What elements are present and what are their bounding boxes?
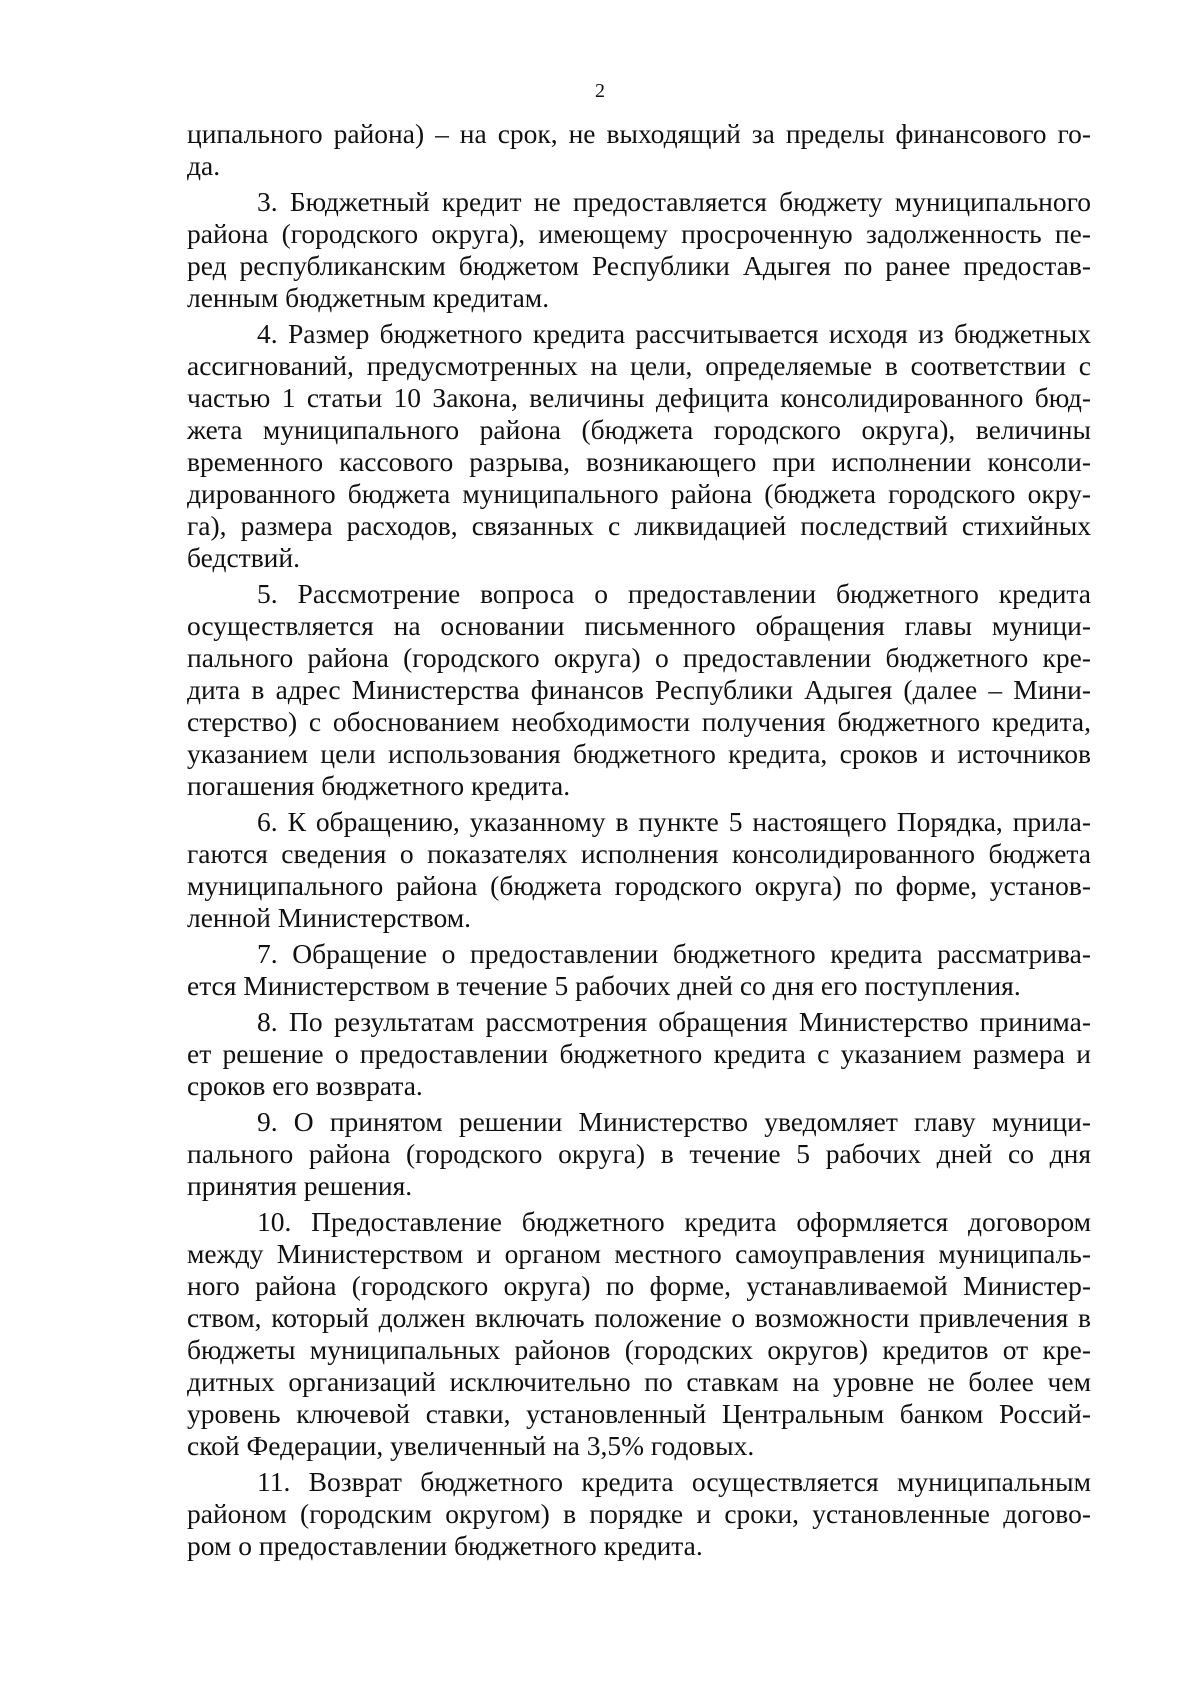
- text-line: ленным бюджетным кредитам.: [187, 282, 550, 313]
- text-line: дита в адрес Министерства финансов Республики Адыгея (далее – Мини-: [187, 674, 1091, 705]
- text-line: принятия решения.: [187, 1170, 413, 1201]
- text-line: ного района (городского округа) по форме, устанавливаемой Министер-: [187, 1270, 1091, 1301]
- text-line: частью 1 статьи 10 Закона, величины дефицита консолидированного бюд-: [187, 382, 1091, 413]
- text-line: указанием цели использования бюджетного кредита, сроков и источников: [187, 738, 1091, 769]
- text-line: 11. Возврат бюджетного кредита осуществляется муниципальным: [257, 1466, 1091, 1497]
- text-line: пального района (городского округа) о предоставлении бюджетного кре-: [187, 642, 1091, 673]
- text-line: да.: [187, 150, 221, 181]
- paragraph-p3: [187, 186, 1091, 314]
- text-line: 7. Обращение о предоставлении бюджетного кредита рассматрива-: [257, 938, 1091, 969]
- text-line: сроков его возврата.: [187, 1070, 423, 1101]
- text-line: ет решение о предоставлении бюджетного кредита с указанием размера и: [187, 1038, 1091, 1069]
- text-line: ред республиканским бюджетом Республики Адыгея по ранее предостав-: [187, 250, 1091, 281]
- paragraph-p6: [187, 806, 1091, 934]
- text-line: 9. О принятом решении Министерство уведомляет главу муници-: [257, 1106, 1091, 1137]
- text-line: 4. Размер бюджетного кредита рассчитывается исходя из бюджетных: [257, 318, 1091, 349]
- text-line: 6. К обращению, указанному в пункте 5 настоящего Порядка, прила-: [257, 806, 1091, 837]
- text-line: ром о предоставлении бюджетного кредита.: [187, 1530, 703, 1561]
- text-line: ством, который должен включать положение о возможности привлечения в: [187, 1302, 1091, 1333]
- text-line: осуществляется на основании письменного обращения главы муници-: [187, 610, 1091, 641]
- document-body: [187, 118, 1091, 1562]
- text-line: га), размера расходов, связанных с ликвидацией последствий стихийных: [187, 510, 1091, 541]
- text-line: ципального района) – на срок, не выходящий за пределы финансового го-: [187, 118, 1091, 149]
- paragraph-p9: [187, 1106, 1091, 1202]
- text-line: бюджеты муниципальных районов (городских округов) кредитов от кре-: [187, 1334, 1091, 1365]
- text-line: стерство) с обоснованием необходимости получения бюджетного кредита,: [187, 706, 1091, 737]
- text-line: пального района (городского округа) в течение 5 рабочих дней со дня: [187, 1138, 1091, 1169]
- text-line: ской Федерации, увеличенный на 3,5% годовых.: [187, 1430, 755, 1461]
- text-line: 3. Бюджетный кредит не предоставляется бюджету муниципального: [257, 186, 1091, 217]
- paragraph-p5: [187, 578, 1091, 802]
- paragraph-p0: [187, 118, 1091, 182]
- text-line: временного кассового разрыва, возникающего при исполнении консоли-: [187, 446, 1091, 477]
- text-line: уровень ключевой ставки, установленный Центральным банком Россий-: [187, 1398, 1091, 1429]
- text-line: 10. Предоставление бюджетного кредита оформляется договором: [257, 1206, 1091, 1237]
- text-line: дированного бюджета муниципального района (бюджета городского окру-: [187, 478, 1091, 509]
- paragraph-p7: [187, 938, 1091, 1002]
- text-line: 8. По результатам рассмотрения обращения Министерство принима-: [257, 1006, 1091, 1037]
- text-line: гаются сведения о показателях исполнения консолидированного бюджета: [187, 838, 1091, 869]
- paragraph-p11: [187, 1466, 1091, 1562]
- text-line: 5. Рассмотрение вопроса о предоставлении бюджетного кредита: [257, 578, 1091, 609]
- paragraph-p8: [187, 1006, 1091, 1102]
- text-line: муниципального района (бюджета городского округа) по форме, установ-: [187, 870, 1091, 901]
- text-line: ассигнований, предусмотренных на цели, определяемые в соответствии с: [187, 350, 1091, 381]
- text-line: погашения бюджетного кредита.: [187, 770, 571, 801]
- text-line: между Министерством и органом местного самоуправления муниципаль-: [187, 1238, 1091, 1269]
- text-line: жета муниципального района (бюджета городского округа), величины: [187, 414, 1091, 445]
- text-line: ленной Министерством.: [187, 902, 472, 933]
- text-line: бедствий.: [187, 542, 300, 573]
- text-line: районом (городским округом) в порядке и сроки, установленные догово-: [187, 1498, 1091, 1529]
- paragraph-p10: [187, 1206, 1091, 1462]
- text-line: ется Министерством в течение 5 рабочих дней со дня его поступления.: [187, 970, 1021, 1001]
- paragraph-p4: [187, 318, 1091, 574]
- text-line: района (городского округа), имеющему просроченную задолженность пе-: [187, 218, 1091, 249]
- text-line: дитных организаций исключительно по ставкам на уровне не более чем: [187, 1366, 1091, 1397]
- page-number: 2: [595, 80, 605, 102]
